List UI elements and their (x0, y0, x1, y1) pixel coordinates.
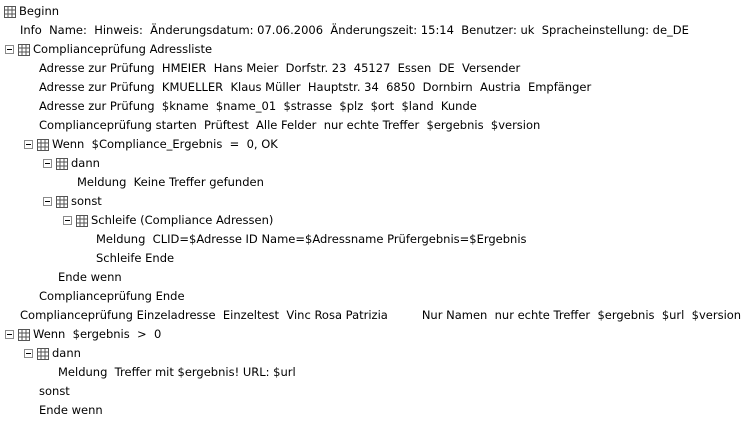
node-label-part-2: Nur Namen nur echte Treffer $ergebnis $url $version (421, 308, 742, 322)
node-label: Ende wenn (39, 403, 103, 417)
node-label-part-1: Complianceprüfung Einzeladresse Einzeltest Vinc Rosa Patrizia (20, 308, 388, 322)
node-label: Beginn (19, 4, 60, 18)
node-label: Complianceprüfung Ende (39, 289, 185, 303)
collapse-toggle-icon[interactable] (43, 159, 52, 168)
node-label: Complianceprüfung starten Prüftest Alle Felder nur echte Treffer $ergebnis $version (39, 118, 541, 132)
node-label: Meldung CLID=$Adresse ID Name=$Adressname Prüfergebnis=$Ergebnis (96, 232, 527, 246)
node-label: Ende wenn (58, 270, 122, 284)
folder-grid-icon (56, 196, 68, 208)
node-label: Schleife (Compliance Adressen) (91, 213, 274, 227)
node-label: Adresse zur Prüfung $kname $name_01 $strasse $plz $ort $land Kunde (39, 99, 477, 113)
folder-grid-icon (76, 215, 88, 227)
node-label: Adresse zur Prüfung HMEIER Hans Meier Dorfstr. 23 45127 Essen DE Versender (39, 61, 521, 75)
folder-grid-icon (18, 329, 30, 341)
folder-grid-icon (18, 44, 30, 56)
node-label: Schleife Ende (96, 251, 175, 265)
node-label: sonst (71, 194, 102, 208)
node-label: Meldung Treffer mit $ergebnis! URL: $url (58, 365, 296, 379)
node-label: Info Name: Hinweis: Änderungsdatum: 07.06.2006 Änderungszeit: 15:14 Benutzer: uk Spracheinstellung: de_DE (20, 23, 689, 37)
collapse-toggle-icon[interactable] (43, 197, 52, 206)
node-label: dann (71, 156, 100, 170)
node-label: Complianceprüfung Adressliste (33, 42, 213, 56)
node-label: Wenn $ergebnis > 0 (33, 327, 162, 341)
collapse-toggle-icon[interactable] (24, 349, 33, 358)
node-label: dann (52, 346, 81, 360)
collapse-toggle-icon[interactable] (24, 140, 33, 149)
collapse-toggle-icon[interactable] (5, 45, 14, 54)
folder-grid-icon (37, 139, 49, 151)
node-label: Wenn $Compliance_Ergebnis = 0, OK (52, 137, 278, 151)
folder-grid-icon (4, 6, 16, 18)
folder-grid-icon (56, 158, 68, 170)
node-label: Meldung Keine Treffer gefunden (77, 175, 264, 189)
node-label: sonst (39, 384, 70, 398)
collapse-toggle-icon[interactable] (63, 216, 72, 225)
collapse-toggle-icon[interactable] (5, 330, 14, 339)
folder-grid-icon (37, 348, 49, 360)
node-label: Adresse zur Prüfung KMUELLER Klaus Müller Hauptstr. 34 6850 Dornbirn Austria Empfänger (39, 80, 592, 94)
